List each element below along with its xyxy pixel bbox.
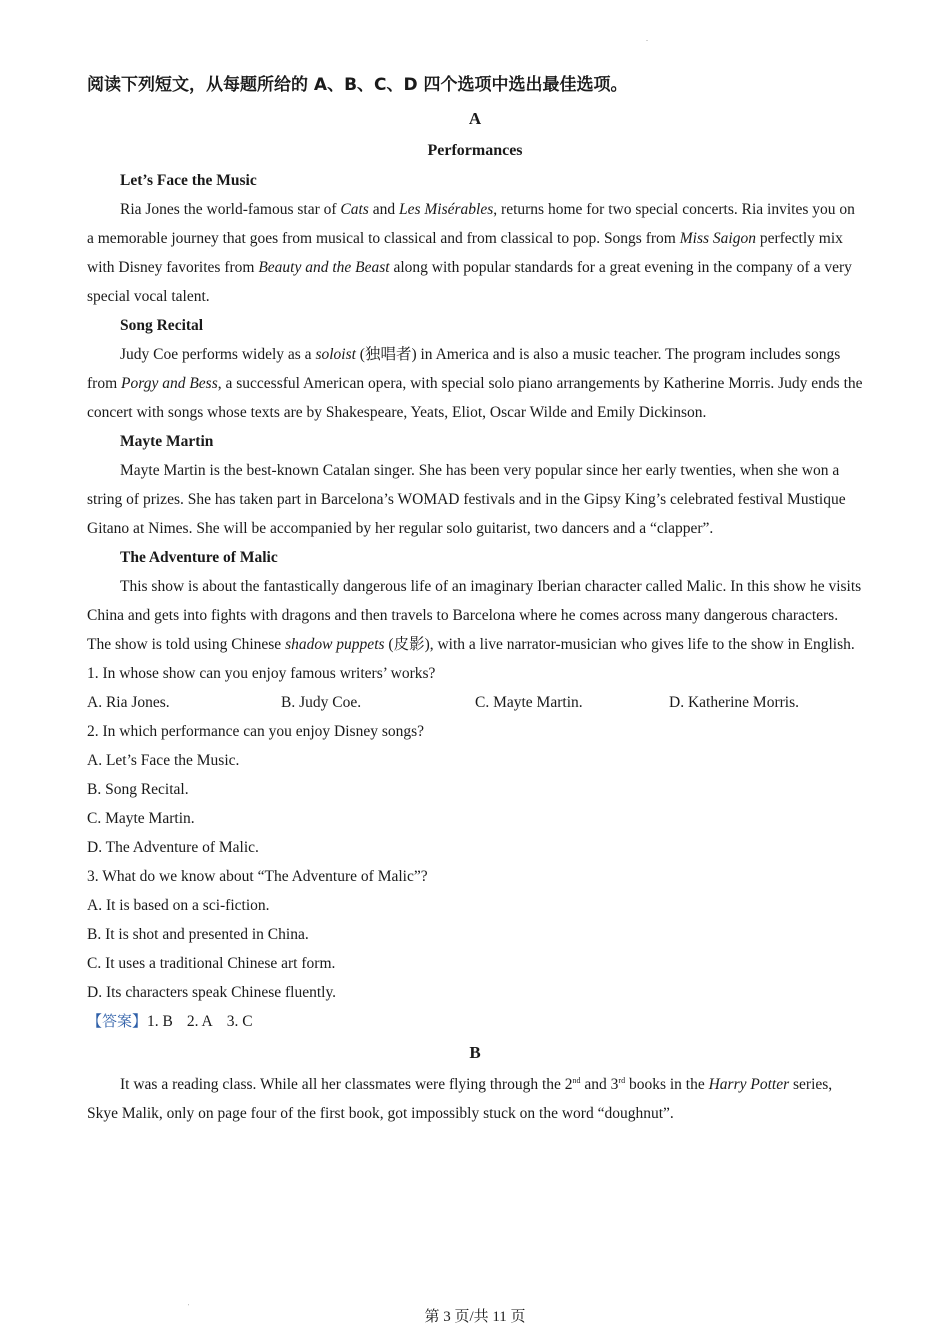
item-paragraph: Ria Jones the world-famous star of Cats and Les Misérables, returns home for two special concerts. Ria invites you on a memorable journey that goes from musical to classical and from classical to pop. Songs from Miss Saigon perfectly mix with Disney favorites from Beauty and the Beast along with popular standards for a great evening in the company of a very special vocal talent. (87, 201, 855, 305)
answer-value: 3. C (226, 1013, 253, 1030)
item-paragraph: Judy Coe performs widely as a soloist (独唱者) in America and is also a music teacher. The program includes songs from Porgy and Bess, a successful American opera, with special solo piano arrangements by Katherine Morris. Judy ends the concert with songs whose texts are by Shakespeare, Yeats, Eliot, Oscar Wilde and Emily Dickinson. (87, 346, 863, 421)
option: A. Let’s Face the Music. (87, 752, 240, 769)
question-options (87, 688, 863, 717)
section-b-paragraph: It was a reading class. While all her classmates were flying through the 2nd and 3rd books in the Harry Potter series, Skye Malik, only on page four of the first book, got impossibly stuck on the word “doughnut”. (87, 1075, 833, 1122)
section-a-letter: A (468, 109, 482, 128)
option: C. Mayte Martin. (87, 810, 195, 827)
item-heading: Mayte Martin (120, 433, 214, 450)
page-mark: ' (188, 1304, 190, 1310)
section-a-title: Performances (427, 142, 523, 159)
option: A. Ria Jones. (87, 694, 170, 711)
instruction: 阅读下列短文，从每题所给的 A、B、C、D 四个选项中选出最佳选项。 (87, 75, 628, 95)
page-footer: 第 3 页/共 11 页 (424, 1309, 526, 1325)
section-b-letter: B (469, 1043, 481, 1062)
option: D. The Adventure of Malic. (87, 839, 259, 856)
question-stem: 3. What do we know about “The Adventure of Malic”? (87, 868, 428, 885)
item-heading: The Adventure of Malic (120, 549, 278, 566)
question-stem: 2. In which performance can you enjoy Disney songs? (87, 723, 425, 740)
option: B. Song Recital. (87, 781, 189, 798)
option: D. Its characters speak Chinese fluently. (87, 984, 337, 1001)
option: A. It is based on a sci-fiction. (87, 897, 270, 914)
item-paragraph: This show is about the fantastically dangerous life of an imaginary Iberian character called Malic. In this show he visits China and gets into fights with dragons and then travels to Barcelona where he comes across many dangerous characters. The show is told using Chinese shadow puppets (皮影), with a live narrator-musician who gives life to the show in English. (87, 578, 862, 653)
answer-tag: 【答案】 (87, 1012, 148, 1030)
question-stem: 1. In whose show can you enjoy famous writers’ works? (87, 665, 436, 682)
option: C. Mayte Martin. (475, 694, 583, 711)
option: B. It is shot and presented in China. (87, 926, 309, 943)
item-paragraph: Mayte Martin is the best-known Catalan singer. She has been very popular since her early twenties, when she won a string of prizes. She has taken part in Barcelona’s WOMAD festivals and in the Gipsy King’s celebrated festival Mustique Gitano at Nimes. She will be accompanied by her regular solo guitarist, two dancers and a “clapper”. (87, 462, 846, 537)
answer-line (87, 1007, 863, 1036)
document-page (87, 68, 863, 1128)
option: C. It uses a traditional Chinese art form. (87, 955, 336, 972)
item-heading: Let’s Face the Music (120, 172, 257, 189)
page-mark: - (646, 38, 648, 44)
answer-value: 1. B (147, 1013, 173, 1030)
answer-value: 2. A (186, 1013, 213, 1030)
item-heading: Song Recital (120, 317, 204, 334)
option: B. Judy Coe. (281, 694, 362, 711)
option: D. Katherine Morris. (669, 694, 799, 711)
